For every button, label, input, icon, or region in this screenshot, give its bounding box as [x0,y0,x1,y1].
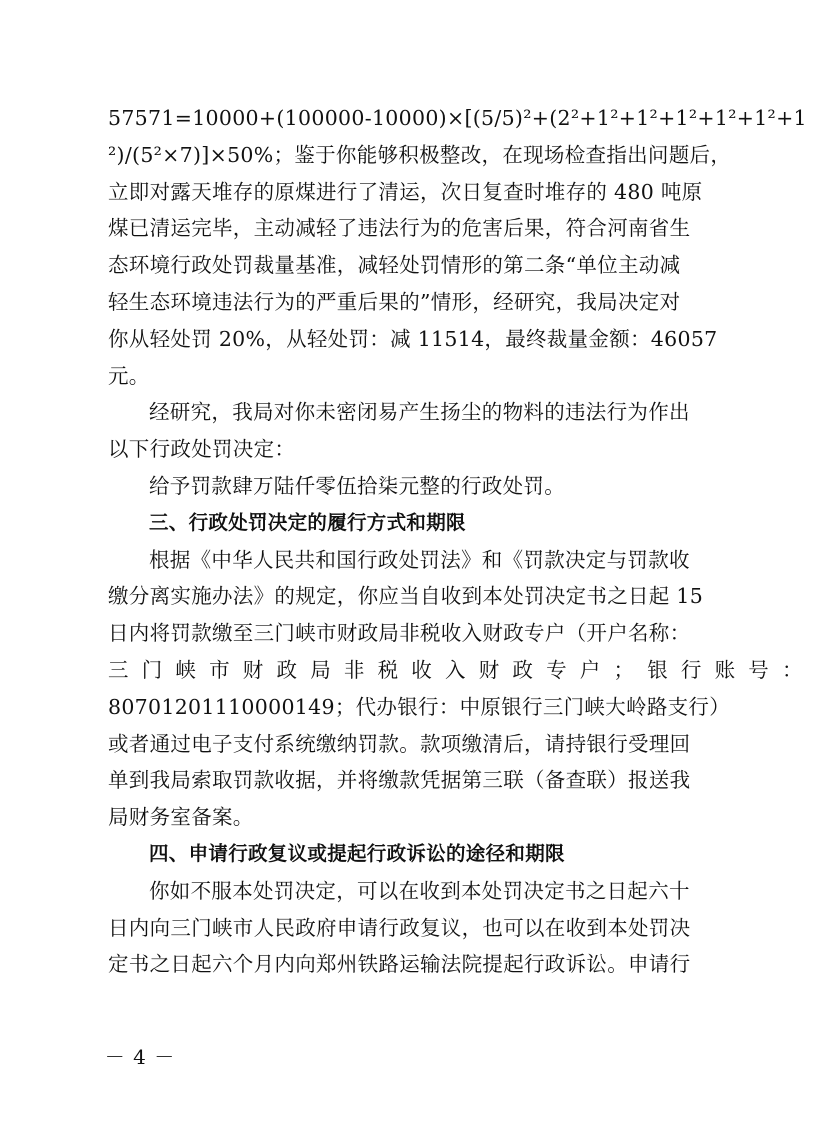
paragraph-start-line: 你如不服本处罚决定，可以在收到本处罚决定书之日起六十 [149,878,690,903]
document-body [108,100,816,983]
text-line: 煤已清运完毕，主动减轻了违法行为的危害后果，符合河南省生 [108,216,691,241]
text-line: 元。 [108,363,150,388]
text-line: 轻生态环境违法行为的严重后果的”情形，经研究，我局决定对 [108,289,681,314]
text-line: 立即对露天堆存的原煤进行了清运，次日复查时堆存的 480 吨原 [108,179,703,204]
text-line: 日内将罚款缴至三门峡市财政局非税收入财政专户（开户名称： [108,621,691,646]
section-heading-3: 三、行政处罚决定的履行方式和期限 [149,510,466,534]
paragraph-start-line: 根据《中华人民共和国行政处罚法》和《罚款决定与罚款收 [149,547,690,572]
text-line: 或者通过电子支付系统缴纳罚款。款项缴清后，请持银行受理回 [108,731,691,756]
section-heading-4: 四、申请行政复议或提起行政诉讼的途径和期限 [149,841,565,865]
text-line: 57571=10000+(100000-10000)×[(5/5)²+(2²+1²+1²+1²+1²+1²+1 [108,106,807,130]
text-line: 以下行政处罚决定： [108,437,296,462]
text-line: 态环境行政处罚裁量基准，减轻处罚情形的第二条“单位主动减 [108,253,681,278]
account-name-line: 三门峡市财政局非税收入财政专户；银行账号： [108,657,816,682]
text-line: 缴分离实施办法》的规定，你应当自收到本处罚决定书之日起 15 [108,584,704,609]
paragraph-start-line: 经研究，我局对你未密闭易产生扬尘的物料的违法行为作出 [149,400,690,425]
bank-account-line: 80701201110000149；代办银行：中原银行三门峡大岭路支行） [108,694,731,719]
penalty-decision-line: 给予罚款肆万陆仟零伍拾柒元整的行政处罚。 [149,473,565,498]
text-line: 局财务室备案。 [108,805,254,830]
page-number: － 4 － [104,1045,176,1069]
text-line: 单到我局索取罚款收据，并将缴款凭据第三联（备查联）报送我 [108,768,691,793]
text-line: 定书之日起六个月内向郑州铁路运输法院提起行政诉讼。申请行 [108,952,691,977]
text-line: 日内向三门峡市人民政府申请行政复议，也可以在收到本处罚决 [108,915,691,940]
text-line: 你从轻处罚 20%，从轻处罚：减 11514，最终裁量金额：46057 [108,326,718,351]
text-line: ²)/(5²×7)]×50%；鉴于你能够积极整改，在现场检查指出问题后， [108,142,732,167]
